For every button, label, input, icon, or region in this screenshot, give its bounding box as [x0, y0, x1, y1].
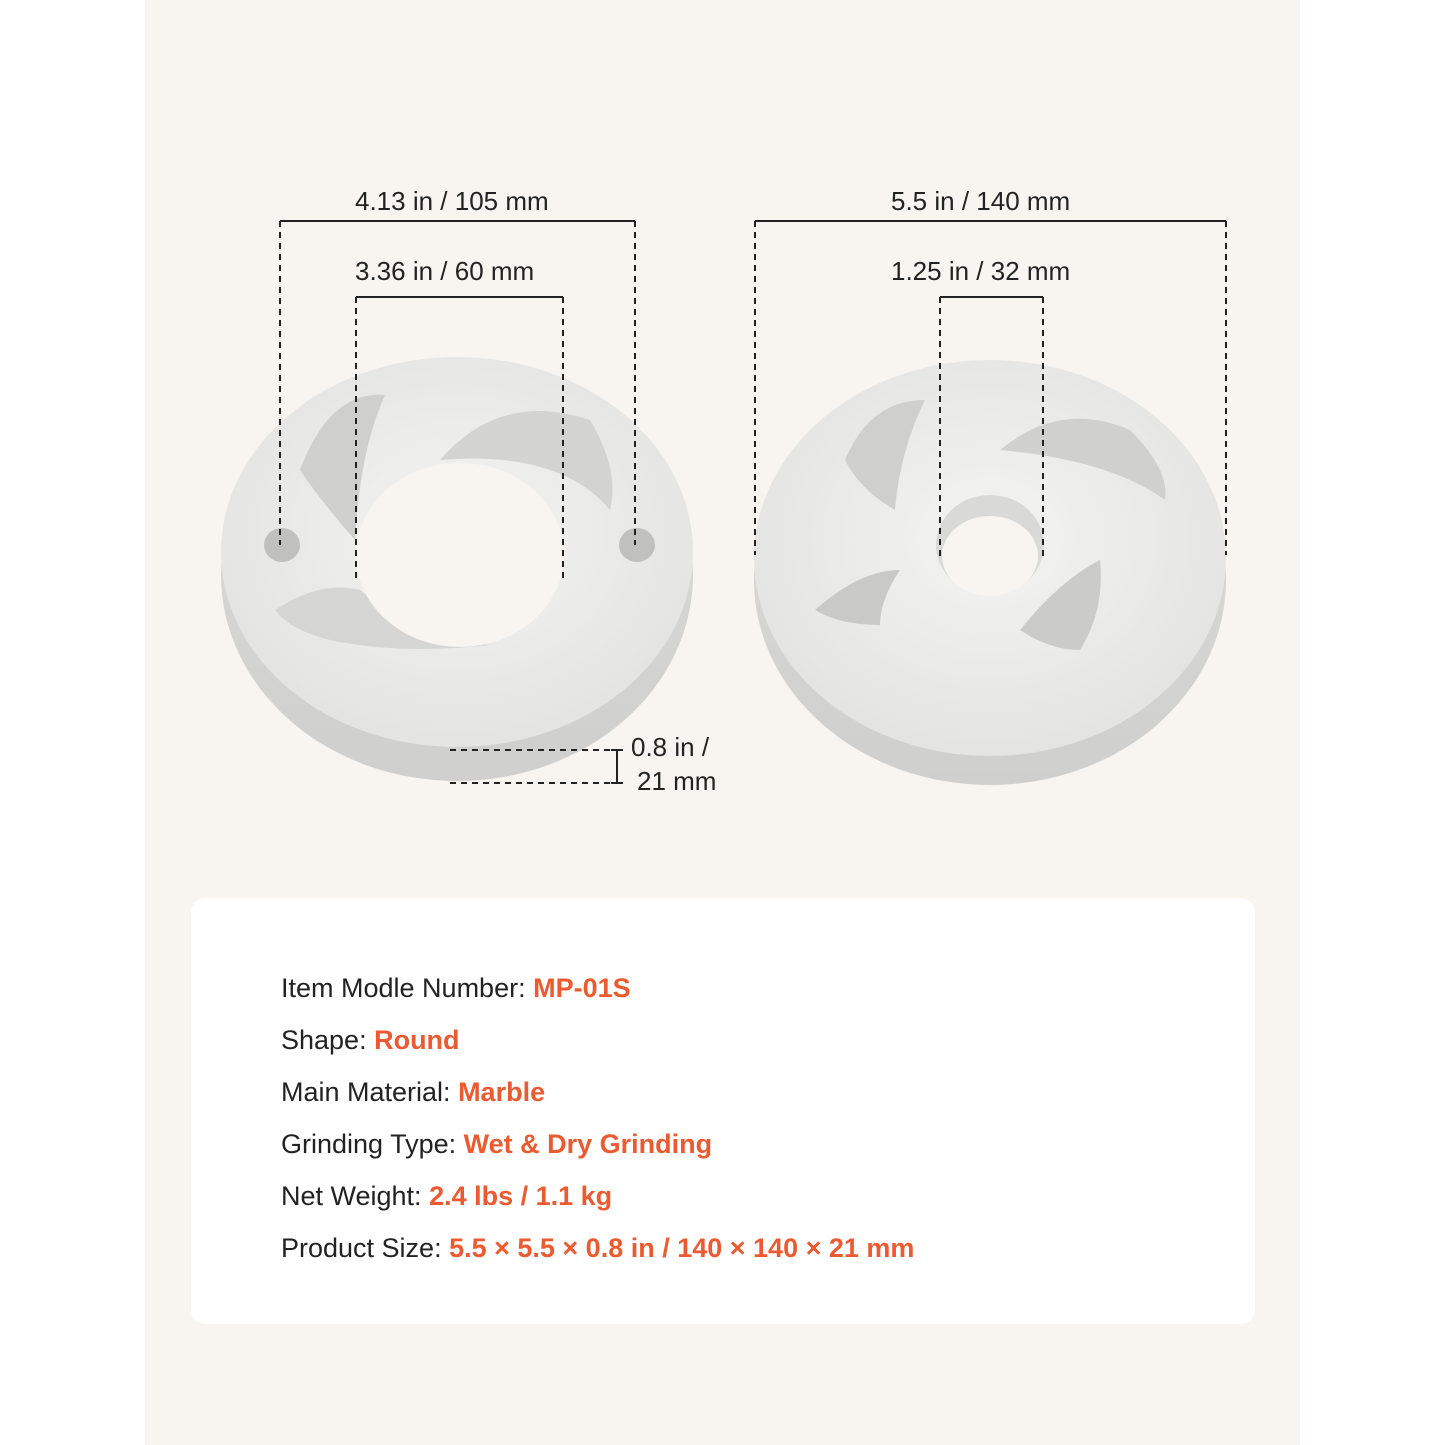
- spec-value: Wet & Dry Grinding: [463, 1129, 713, 1159]
- spec-value: MP-01S: [533, 973, 631, 1003]
- mount-hole: [619, 528, 655, 562]
- spec-label: Shape:: [281, 1025, 375, 1055]
- left-outer-diameter-label: 4.13 in / 105 mm: [355, 186, 549, 216]
- right-grinding-stone: [754, 360, 1226, 785]
- spec-value: 5.5 × 5.5 × 0.8 in / 140 × 140 × 21 mm: [449, 1233, 915, 1263]
- spec-value: 2.4 lbs / 1.1 kg: [429, 1181, 613, 1211]
- center-hole: [356, 463, 564, 647]
- spec-label: Grinding Type:: [281, 1129, 464, 1159]
- spec-label: Item Modle Number:: [281, 973, 534, 1003]
- spec-card: [191, 898, 1255, 1324]
- spec-value: Marble: [458, 1077, 546, 1107]
- spec-row-grinding-type: [281, 1118, 914, 1170]
- thickness-label-line2: 21 mm: [637, 766, 717, 796]
- spec-row-net-weight: [281, 1170, 914, 1222]
- right-outer-diameter-label: 5.5 in / 140 mm: [891, 186, 1071, 216]
- left-grinding-stone: [221, 357, 693, 781]
- spec-row-product-size: [281, 1222, 914, 1274]
- left-inner-diameter-label: 3.36 in / 60 mm: [355, 256, 535, 286]
- mount-hole: [264, 528, 300, 562]
- spec-row-shape: [281, 1014, 914, 1066]
- right-inner-diameter-label: 1.25 in / 32 mm: [891, 256, 1071, 286]
- spec-value: Round: [374, 1025, 460, 1055]
- thickness-label-line1: 0.8 in /: [631, 732, 710, 762]
- center-hole: [942, 516, 1038, 596]
- spec-label: Net Weight:: [281, 1181, 430, 1211]
- spec-row-material: [281, 1066, 914, 1118]
- spec-row-model: [281, 962, 914, 1014]
- spec-list: [281, 962, 914, 1274]
- spec-label: Product Size:: [281, 1233, 450, 1263]
- spec-label: Main Material:: [281, 1077, 459, 1107]
